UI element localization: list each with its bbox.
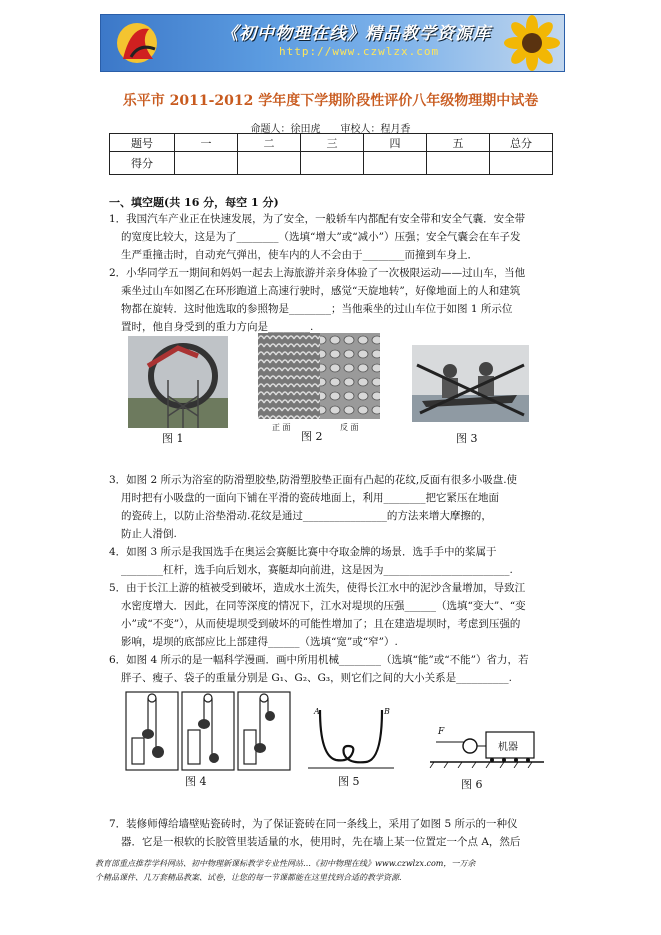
question-5-line: 5．由于长江上游的植被受到破坏，造成水土流失，使得长江水中的泥沙含量增加，导致江	[109, 582, 526, 594]
point-a-label: A	[314, 707, 320, 716]
score-cell: 题号	[110, 134, 175, 152]
score-cell	[364, 152, 427, 175]
roller-coaster-photo	[128, 336, 228, 428]
site-logo-icon	[109, 19, 199, 67]
pulley-cartoon	[124, 690, 294, 772]
fig2-caption: 图 2	[301, 430, 323, 443]
score-table-header-row	[110, 134, 553, 152]
score-cell: 总分	[490, 134, 553, 152]
score-cell	[175, 152, 238, 175]
question-1-line: 的宽度比较大，这是为了________（选填“增大”或“减小”）压强；安全气囊会在车子发	[121, 231, 521, 243]
question-7-line: 7．装修师傅给墙壁贴瓷砖时，为了保证瓷砖在同一条线上，采用了如图 5 所示的一种仪	[109, 818, 518, 830]
anti-slip-mat-photo	[258, 333, 380, 419]
question-1-line: 1．我国汽车产业正在快速发展，为了安全，一般轿车内都配有安全带和安全气囊．安全带	[109, 213, 526, 225]
question-4-line: ________杠杆，选手向后划水，赛艇却向前进，这是因为________________________.	[121, 564, 513, 576]
question-6-line: 胖子、瘦子、袋子的重量分别是 G₁、G₂、G₃，则它们之间的大小关系是__________.	[121, 672, 512, 684]
footer-line: 个精品课件、几万套精品教案、试卷，让您的每一节课都能在这里找到合适的教学资源.	[95, 873, 402, 882]
header-banner	[100, 14, 565, 72]
question-3-line: 3．如图 2 所示为浴室的防滑塑胶垫,防滑塑胶垫正面有凸起的花纹,反面有很多小吸盘.使	[109, 474, 518, 486]
question-5-line: 影响，堤坝的底部应比上部建得______（选填“宽”或“窄”）.	[121, 636, 398, 648]
score-cell: 四	[364, 134, 427, 152]
score-cell: 得分	[110, 152, 175, 175]
question-7-line: 器．它是一根软的长胶管里装适量的水，使用时，先在墙上某一位置定一个点 A，然后	[121, 836, 521, 848]
question-2-line: 置时，他自身受到的重力方向是________.	[121, 321, 314, 333]
question-2-line: 乘坐过山车如图乙在环形跑道上高速行驶时，感觉“天旋地转”，好像地面上的人和建筑	[121, 285, 521, 297]
question-4-line: 4．如图 3 所示是我国选手在奥运会赛艇比赛中夺取金牌的场景．选手手中的桨属于	[109, 546, 497, 558]
machine-label: 机器	[498, 742, 518, 753]
sunflower-icon	[496, 15, 564, 71]
fig3-caption: 图 3	[456, 432, 478, 445]
score-table-score-row	[110, 152, 553, 175]
question-2-line: 2．小华同学五一期间和妈妈一起去上海旅游并亲身体验了一次极限运动——过山车，当他	[109, 267, 526, 279]
page-footer	[95, 857, 575, 885]
point-b-label: B	[384, 707, 390, 716]
machine-pulley-diagram	[428, 720, 546, 768]
score-cell: 五	[427, 134, 490, 152]
footer-line: 教育部重点推荐学科网站、初中物理新课标教学专业性网站…《初中物理在线》www.czwlzx.com，一万余	[95, 859, 476, 868]
question-2-line: 物都在旋转．这时他选取的参照物是________；当他乘坐的过山车位于如图 1 所示位	[121, 303, 513, 315]
question-3-line: 用时把有小吸盘的一面向下铺在平滑的瓷砖地面上，利用________把它紧压在地面	[121, 492, 499, 504]
fig2-front-label: 正 面	[272, 423, 291, 432]
water-level-tube-diagram	[308, 706, 394, 772]
fig6-caption: 图 6	[461, 778, 483, 791]
fig5-caption: 图 5	[338, 775, 360, 788]
score-cell	[238, 152, 301, 175]
rowing-photo	[412, 345, 529, 422]
exam-title: 乐平市 2011-2012 学年度下学期阶段性评价八年级物理期中试卷	[122, 93, 539, 109]
exam-authors: 命题人：徐田虎 审校人：程月香	[250, 124, 411, 135]
question-3-line: 防止人滑倒.	[121, 528, 177, 540]
score-cell	[490, 152, 553, 175]
banner-url[interactable]: http://www.czwlzx.com	[279, 45, 440, 58]
question-6-line: 6．如图 4 所示的是一幅科学漫画．画中所用机械________（选填“能”或“不能”）省力，若	[109, 654, 529, 666]
banner-title: 《初中物理在线》精品教学资源库	[221, 24, 491, 44]
fig4-caption: 图 4	[185, 775, 207, 788]
question-3-line: 的瓷砖上，以防止浴垫滑动.花纹是通过________________的方法来增大摩擦的，	[121, 510, 492, 522]
score-table	[109, 133, 553, 175]
section-heading: 一、填空题(共 16 分，每空 1 分)	[109, 196, 279, 209]
question-5-line: 小”或“不变”），从而使堤坝受到破坏的可能性增加了；且在建造堤坝时，考虑到压强的	[121, 618, 521, 630]
question-1-line: 生严重撞击时，自动充气弹出，使车内的人不会由于________而撞到车身上．	[121, 249, 478, 261]
fig2-back-label: 反 面	[340, 423, 359, 432]
score-cell	[427, 152, 490, 175]
score-cell: 一	[175, 134, 238, 152]
fig1-caption: 图 1	[162, 432, 184, 445]
question-5-line: 水密度增大．因此，在同等深度的情况下，江水对堤坝的压强______（选填“变大”、“变	[121, 600, 526, 612]
score-cell	[301, 152, 364, 175]
force-f-label: F	[438, 727, 445, 737]
score-cell: 二	[238, 134, 301, 152]
score-cell: 三	[301, 134, 364, 152]
